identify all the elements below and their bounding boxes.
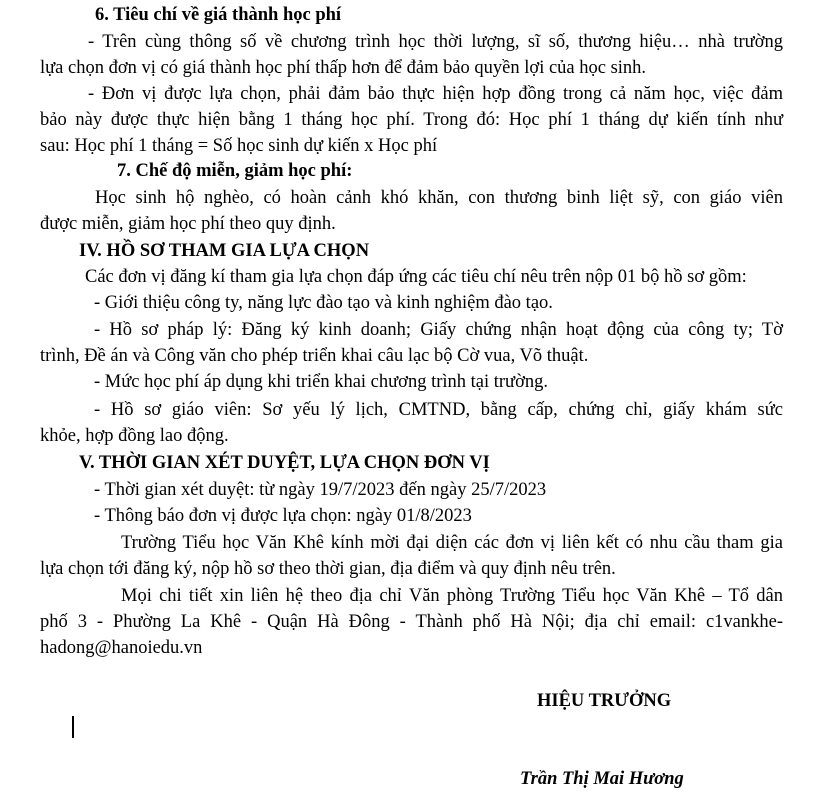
section-iv-item-4-line-1: - Hồ sơ giáo viên: Sơ yếu lý lịch, CMTND, bằng cấp, chứng chỉ, giấy khám sức [94, 400, 783, 420]
section-v-paragraph-2-line-2: phố 3 - Phường La Khê - Quận Hà Đông - Thành phố Hà Nội; địa chỉ email: c1vankhe- [40, 612, 783, 632]
section-iv-intro: Các đơn vị đăng kí tham gia lựa chọn đáp ứng các tiêu chí nêu trên nộp 01 bộ hồ sơ gồm: [85, 267, 747, 287]
section-iv-item-1: - Giới thiệu công ty, năng lực đào tạo và kinh nghiệm đào tạo. [94, 293, 553, 313]
section-v-item-2: - Thông báo đơn vị được lựa chọn: ngày 01/8/2023 [94, 506, 472, 526]
section-v-paragraph-2-line-3: hadong@hanoiedu.vn [40, 638, 203, 658]
section-iv-item-3: - Mức học phí áp dụng khi triển khai chương trình tại trường. [94, 372, 548, 392]
section-6-paragraph-1-line-2: lựa chọn đơn vị có giá thành học phí thấp hơn để đảm bảo quyền lợi của học sinh. [40, 58, 647, 78]
section-6-paragraph-2-line-2: bảo này được thực hiện bằng 1 tháng học phí. Trong đó: Học phí 1 tháng dự kiến tính như [40, 110, 783, 130]
section-v-paragraph-1-line-1: Trường Tiểu học Văn Khê kính mời đại diện các đơn vị liên kết có nhu cầu tham gia [121, 533, 783, 553]
section-6-paragraph-2-line-1: - Đơn vị được lựa chọn, phải đảm bảo thực hiện hợp đồng trong cả năm học, việc đảm [88, 84, 783, 104]
section-7-paragraph-line-1: Học sinh hộ nghèo, có hoàn cảnh khó khăn, con thương binh liệt sỹ, con giáo viên [95, 188, 783, 208]
text-cursor [72, 716, 74, 738]
section-v-heading: V. THỜI GIAN XÉT DUYỆT, LỰA CHỌN ĐƠN VỊ [79, 453, 490, 473]
section-iv-item-2-line-1: - Hồ sơ pháp lý: Đăng ký kinh doanh; Giấy chứng nhận hoạt động của công ty; Tờ [94, 320, 783, 340]
signature-title: HIỆU TRƯỞNG [537, 691, 672, 711]
section-v-paragraph-2-line-1: Mọi chi tiết xin liên hệ theo địa chỉ Văn phòng Trường Tiểu học Văn Khê – Tổ dân [121, 586, 783, 606]
section-6-paragraph-1-line-1: - Trên cùng thông số về chương trình học thời lượng, sĩ số, thương hiệu… nhà trường [88, 32, 783, 52]
signature-name: Trần Thị Mai Hương [520, 769, 684, 789]
section-v-paragraph-1-line-2: lựa chọn tới đăng ký, nộp hồ sơ theo thời gian, địa điểm và quy định nêu trên. [40, 559, 616, 579]
section-iv-item-4-line-2: khỏe, hợp đồng lao động. [40, 426, 229, 446]
section-6-heading: 6. Tiêu chí về giá thành học phí [95, 5, 342, 25]
section-v-item-1: - Thời gian xét duyệt: từ ngày 19/7/2023 đến ngày 25/7/2023 [94, 480, 547, 500]
section-iv-heading: IV. HỒ SƠ THAM GIA LỰA CHỌN [79, 241, 370, 261]
section-7-heading: 7. Chế độ miễn, giảm học phí: [117, 161, 353, 181]
section-7-paragraph-line-2: được miễn, giảm học phí theo quy định. [40, 214, 336, 234]
section-6-paragraph-2-line-3: sau: Học phí 1 tháng = Số học sinh dự kiến x Học phí [40, 136, 438, 156]
section-iv-item-2-line-2: trình, Đề án và Công văn cho phép triển khai câu lạc bộ Cờ vua, Võ thuật. [40, 346, 589, 366]
